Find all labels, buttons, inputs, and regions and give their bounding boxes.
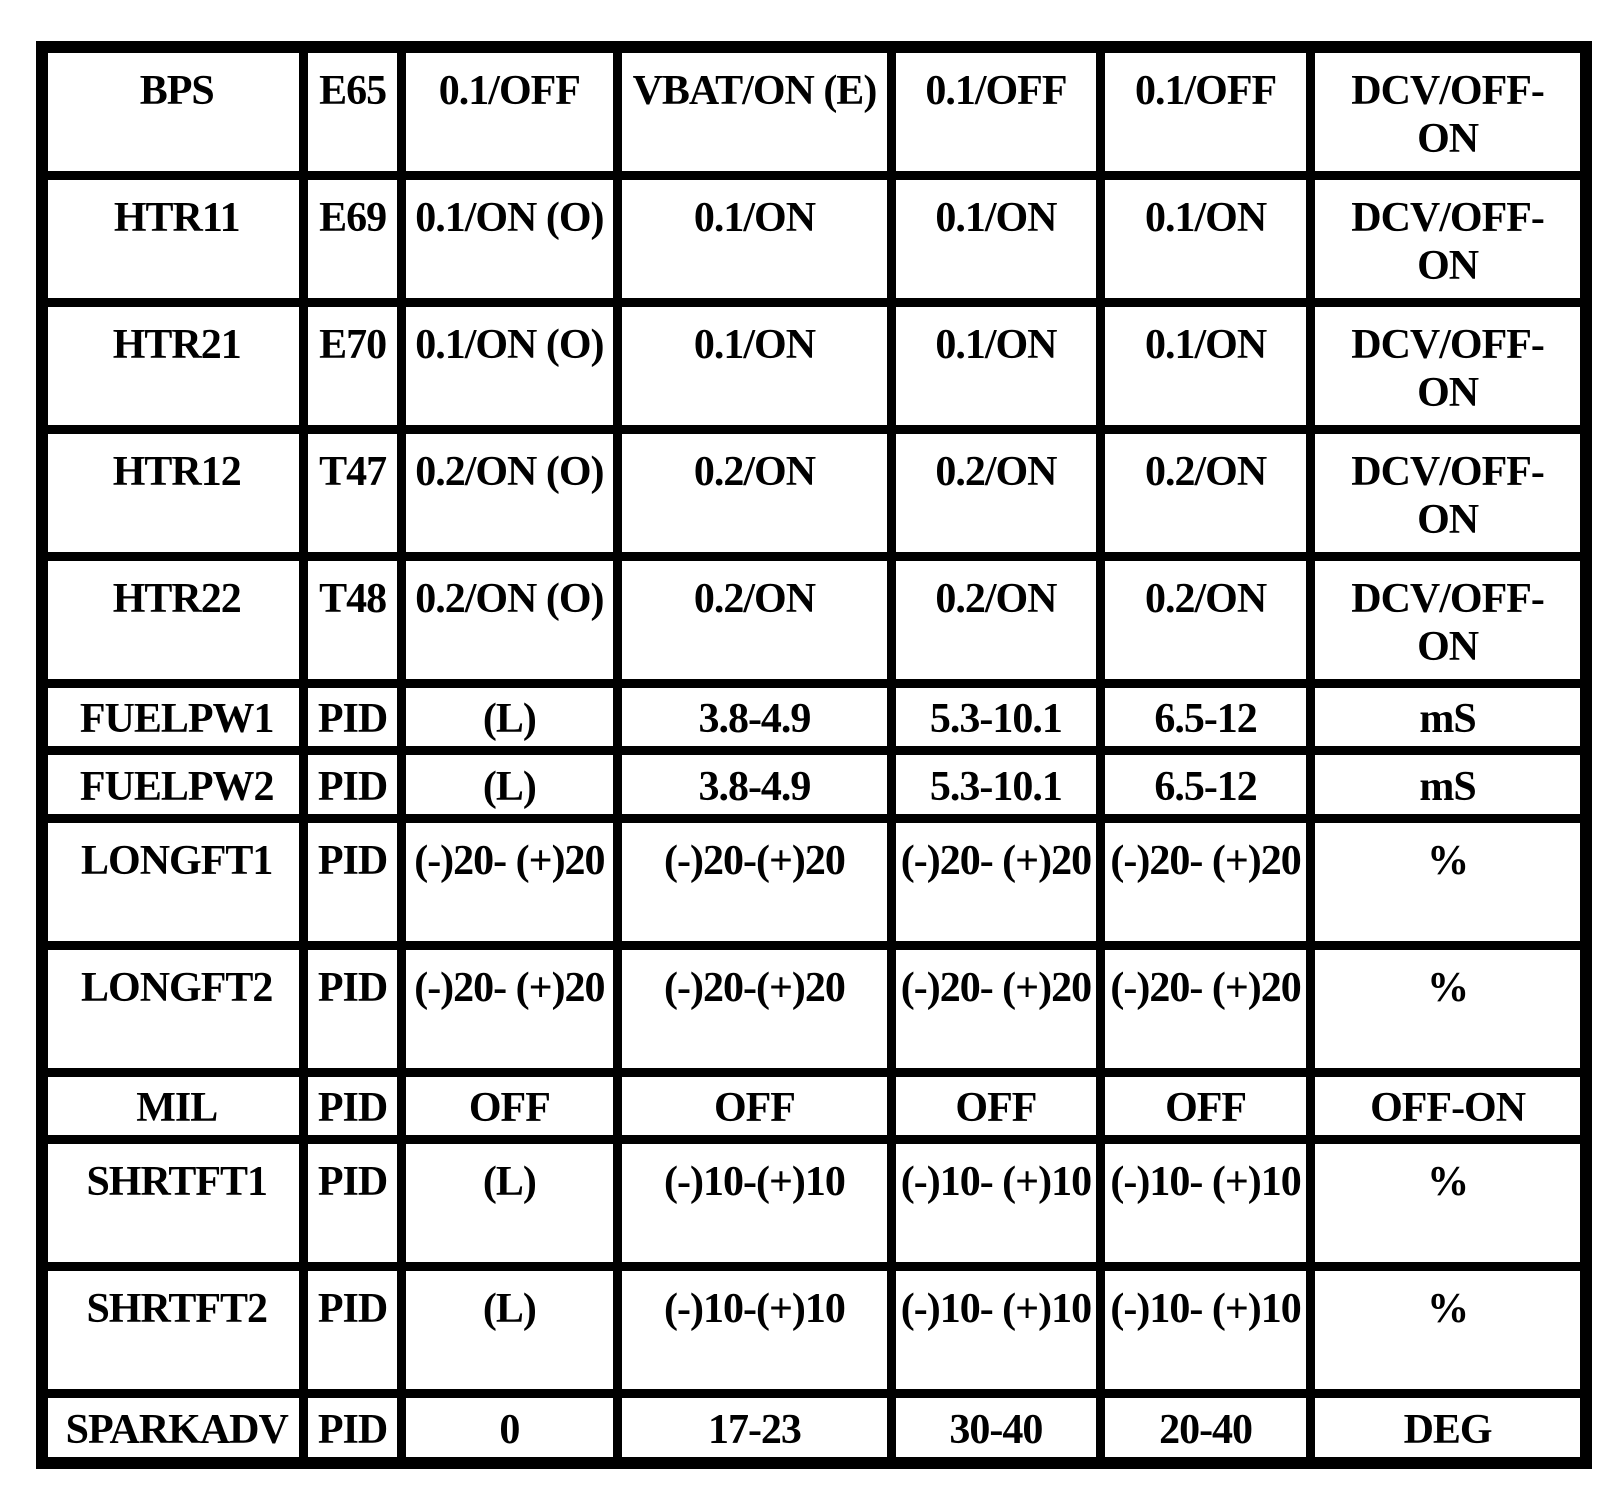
- table-row: [48, 1271, 1580, 1389]
- value-col-2-cell: (-)20-(+)20: [622, 950, 887, 1068]
- table-row: [48, 561, 1580, 679]
- value-col-2-cell: 0.2/ON: [622, 434, 887, 552]
- value-col-4-cell: (-)10- (+)10: [1105, 1271, 1306, 1389]
- pin-cell: E69: [308, 180, 396, 298]
- pin-cell: PID: [308, 1398, 396, 1457]
- pin-cell: E70: [308, 307, 396, 425]
- unit-cell: DCV/OFF- ON: [1315, 434, 1580, 552]
- unit-cell: %: [1315, 950, 1580, 1068]
- value-col-4-cell: (-)10- (+)10: [1105, 1144, 1306, 1262]
- value-col-4-cell: OFF: [1105, 1077, 1306, 1135]
- pin-cell: PID: [308, 755, 396, 813]
- signal-name-cell: FUELPW2: [48, 755, 299, 813]
- value-col-2-cell: (-)20-(+)20: [622, 823, 887, 941]
- value-col-2-cell: 0.1/ON: [622, 180, 887, 298]
- value-col-1-cell: 0.1/OFF: [406, 53, 613, 171]
- value-col-4-cell: 6.5-12: [1105, 688, 1306, 746]
- value-col-3-cell: 0.2/ON: [896, 561, 1096, 679]
- signal-name-cell: FUELPW1: [48, 688, 299, 746]
- signal-name-cell: SPARKADV: [48, 1398, 299, 1457]
- value-col-3-cell: 30-40: [896, 1398, 1096, 1457]
- value-col-1-cell: (L): [406, 688, 613, 746]
- table-row: [48, 307, 1580, 425]
- value-col-3-cell: 5.3-10.1: [896, 755, 1096, 813]
- value-col-1-cell: OFF: [406, 1077, 613, 1135]
- value-col-2-cell: VBAT/ON (E): [622, 53, 887, 171]
- signal-name-cell: BPS: [48, 53, 299, 171]
- pin-cell: PID: [308, 1271, 396, 1389]
- value-col-1-cell: (-)20- (+)20: [406, 823, 613, 941]
- value-col-3-cell: 0.2/ON: [896, 434, 1096, 552]
- value-col-4-cell: 0.1/ON: [1105, 180, 1306, 298]
- pin-cell: PID: [308, 823, 396, 941]
- table-row: [48, 755, 1580, 813]
- table-row: [48, 1398, 1580, 1457]
- unit-cell: OFF-ON: [1315, 1077, 1580, 1135]
- table-row: [48, 688, 1580, 746]
- pin-cell: E65: [308, 53, 396, 171]
- value-col-2-cell: 0.1/ON: [622, 307, 887, 425]
- value-col-1-cell: 0.2/ON (O): [406, 434, 613, 552]
- signal-name-cell: SHRTFT1: [48, 1144, 299, 1262]
- value-col-3-cell: (-)20- (+)20: [896, 950, 1096, 1068]
- value-col-3-cell: 0.1/ON: [896, 307, 1096, 425]
- value-col-2-cell: 0.2/ON: [622, 561, 887, 679]
- unit-cell: DCV/OFF- ON: [1315, 180, 1580, 298]
- value-col-3-cell: (-)10- (+)10: [896, 1271, 1096, 1389]
- signal-spec-table: [36, 41, 1592, 1469]
- signal-name-cell: SHRTFT2: [48, 1271, 299, 1389]
- value-col-1-cell: 0.2/ON (O): [406, 561, 613, 679]
- unit-cell: DEG: [1315, 1398, 1580, 1457]
- signal-name-cell: LONGFT2: [48, 950, 299, 1068]
- value-col-3-cell: OFF: [896, 1077, 1096, 1135]
- table-row: [48, 1077, 1580, 1135]
- value-col-4-cell: 0.1/ON: [1105, 307, 1306, 425]
- table-row: [48, 823, 1580, 941]
- table-row: [48, 434, 1580, 552]
- unit-cell: DCV/OFF- ON: [1315, 561, 1580, 679]
- signal-name-cell: HTR21: [48, 307, 299, 425]
- value-col-3-cell: 5.3-10.1: [896, 688, 1096, 746]
- value-col-1-cell: (-)20- (+)20: [406, 950, 613, 1068]
- signal-name-cell: LONGFT1: [48, 823, 299, 941]
- value-col-3-cell: 0.1/OFF: [896, 53, 1096, 171]
- value-col-2-cell: 3.8-4.9: [622, 688, 887, 746]
- table-body: [48, 53, 1580, 1457]
- pin-cell: PID: [308, 1144, 396, 1262]
- table-row: [48, 53, 1580, 171]
- unit-cell: mS: [1315, 688, 1580, 746]
- pin-cell: PID: [308, 950, 396, 1068]
- unit-cell: %: [1315, 1271, 1580, 1389]
- value-col-4-cell: 0.2/ON: [1105, 561, 1306, 679]
- value-col-1-cell: 0: [406, 1398, 613, 1457]
- value-col-2-cell: 17-23: [622, 1398, 887, 1457]
- value-col-1-cell: 0.1/ON (O): [406, 180, 613, 298]
- value-col-1-cell: 0.1/ON (O): [406, 307, 613, 425]
- value-col-3-cell: (-)20- (+)20: [896, 823, 1096, 941]
- signal-name-cell: MIL: [48, 1077, 299, 1135]
- unit-cell: %: [1315, 1144, 1580, 1262]
- value-col-3-cell: 0.1/ON: [896, 180, 1096, 298]
- value-col-4-cell: 0.2/ON: [1105, 434, 1306, 552]
- unit-cell: DCV/OFF- ON: [1315, 307, 1580, 425]
- value-col-4-cell: 0.1/OFF: [1105, 53, 1306, 171]
- signal-name-cell: HTR12: [48, 434, 299, 552]
- value-col-4-cell: (-)20- (+)20: [1105, 823, 1306, 941]
- value-col-2-cell: 3.8-4.9: [622, 755, 887, 813]
- pin-cell: T48: [308, 561, 396, 679]
- value-col-2-cell: (-)10-(+)10: [622, 1271, 887, 1389]
- pin-cell: PID: [308, 688, 396, 746]
- table-row: [48, 950, 1580, 1068]
- pin-cell: T47: [308, 434, 396, 552]
- table-row: [48, 1144, 1580, 1262]
- value-col-2-cell: OFF: [622, 1077, 887, 1135]
- pin-cell: PID: [308, 1077, 396, 1135]
- value-col-1-cell: (L): [406, 755, 613, 813]
- value-col-4-cell: 20-40: [1105, 1398, 1306, 1457]
- unit-cell: %: [1315, 823, 1580, 941]
- value-col-3-cell: (-)10- (+)10: [896, 1144, 1096, 1262]
- unit-cell: mS: [1315, 755, 1580, 813]
- value-col-4-cell: (-)20- (+)20: [1105, 950, 1306, 1068]
- value-col-1-cell: (L): [406, 1144, 613, 1262]
- table-row: [48, 180, 1580, 298]
- value-col-4-cell: 6.5-12: [1105, 755, 1306, 813]
- value-col-1-cell: (L): [406, 1271, 613, 1389]
- signal-name-cell: HTR11: [48, 180, 299, 298]
- unit-cell: DCV/OFF- ON: [1315, 53, 1580, 171]
- signal-name-cell: HTR22: [48, 561, 299, 679]
- value-col-2-cell: (-)10-(+)10: [622, 1144, 887, 1262]
